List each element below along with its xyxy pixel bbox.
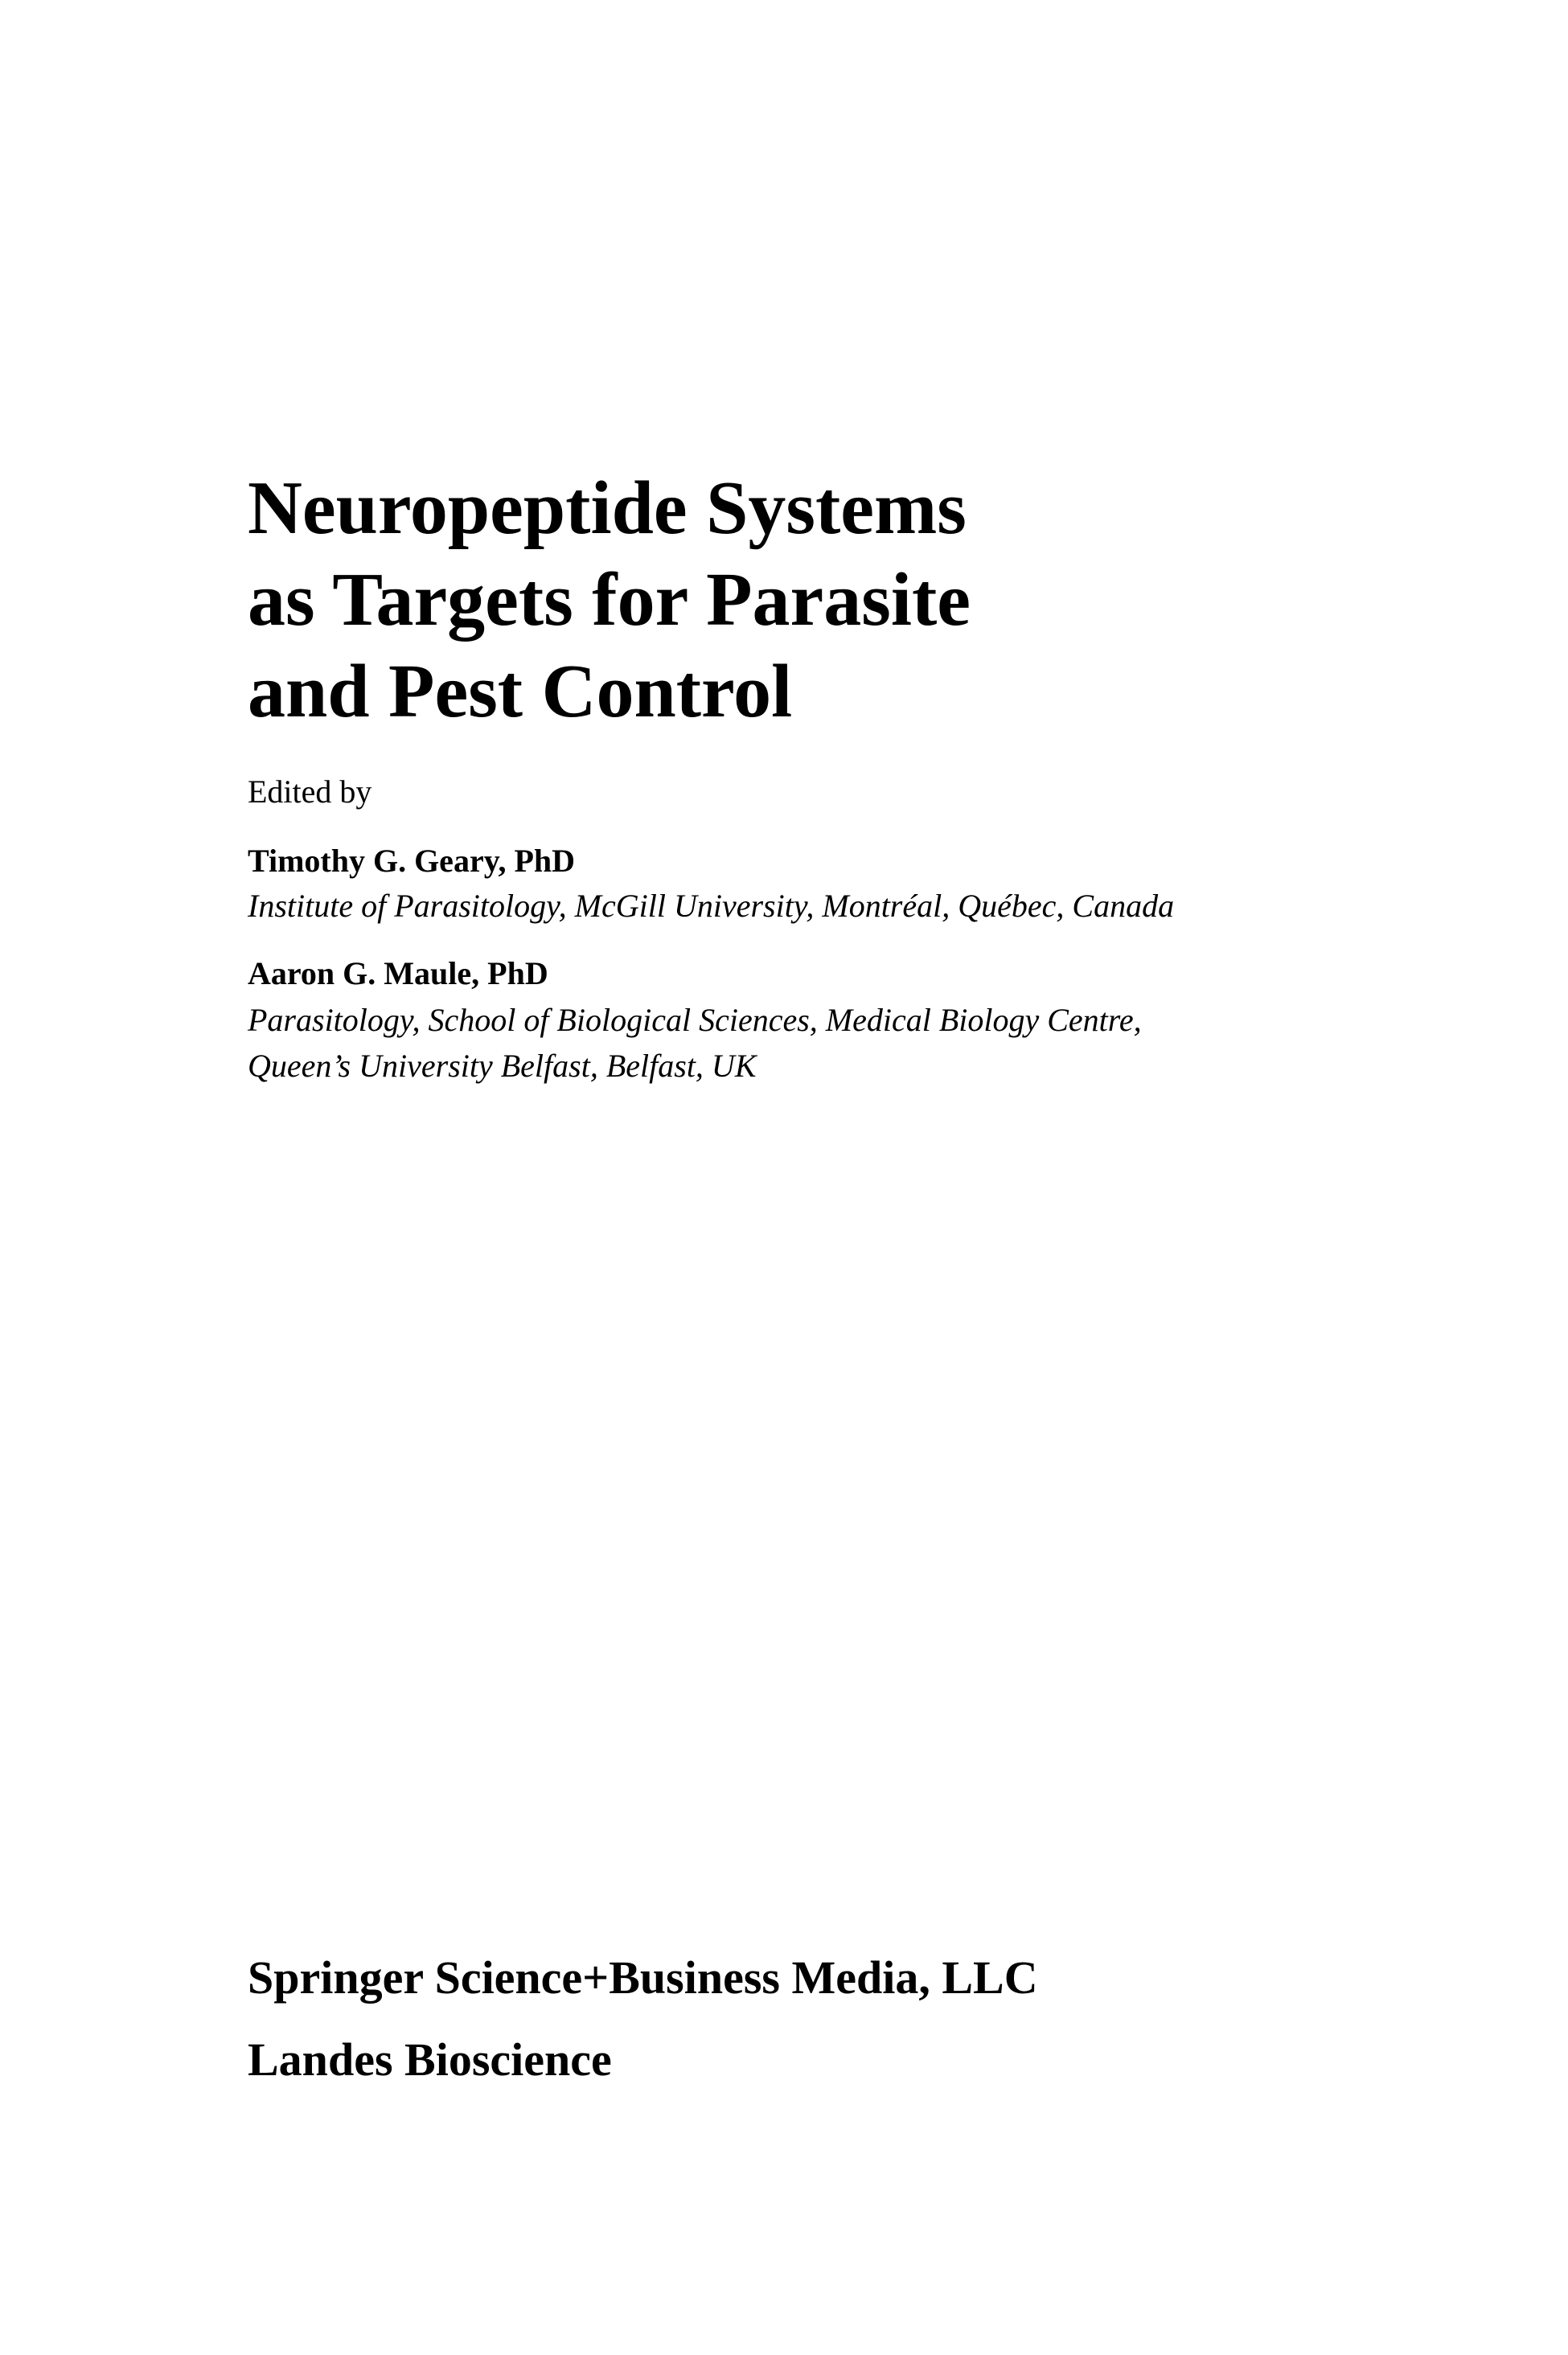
title-line: Neuropeptide Systems (248, 466, 967, 550)
title-line: and Pest Control (248, 650, 793, 733)
editor-name: Timothy G. Geary, PhD (248, 843, 576, 879)
title-line: as Targets for Parasite (248, 558, 971, 642)
editor-affiliation (248, 883, 1174, 929)
publisher-name: Springer Science+Business Media, LLC (248, 1951, 1038, 2004)
editor-affiliation (248, 997, 1142, 1089)
edited-by-label: Edited by (248, 773, 372, 810)
editor-name: Aaron G. Maule, PhD (248, 955, 548, 991)
book-title (248, 462, 1454, 737)
publisher-name: Landes Bioscience (248, 2033, 612, 2086)
affiliation-line: Institute of Parasitology, McGill University, Montréal, Québec, Canada (248, 888, 1175, 924)
affiliation-line: Parasitology, School of Biological Sciences, Medical Biology Centre, (248, 1002, 1142, 1038)
affiliation-line: Queen’s University Belfast, Belfast, UK (248, 1048, 757, 1084)
